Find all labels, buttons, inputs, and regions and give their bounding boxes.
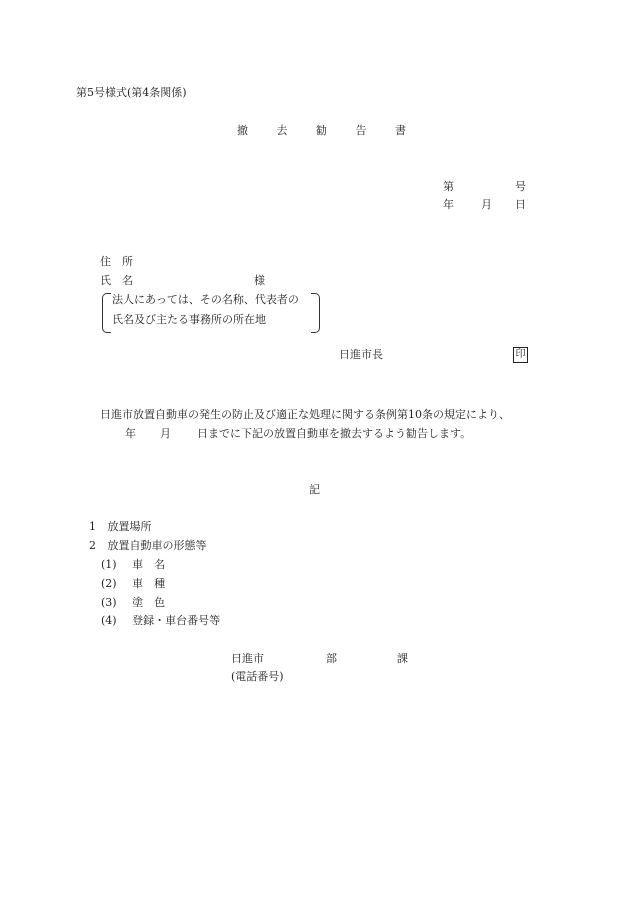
contact-phone: (電話番号) <box>231 670 284 683</box>
item-text: 放置自動車の形態等 <box>107 539 207 552</box>
ref-number-suffix: 号 <box>515 180 526 193</box>
sender-mayor: 日進市長 <box>339 348 383 361</box>
contact-section: 課 <box>397 652 408 665</box>
sub-item <box>101 614 220 628</box>
title-char: 撤 <box>237 124 248 137</box>
title-char: 告 <box>355 124 367 137</box>
honorific: 様 <box>254 274 265 287</box>
seal-stamp: 印 <box>513 347 528 363</box>
sub-item <box>101 596 165 610</box>
list-item <box>89 539 207 553</box>
item-number: 2 <box>89 539 96 552</box>
sub-item-text: 車 名 <box>132 558 166 571</box>
title-char: 去 <box>276 124 288 137</box>
item-text: 放置場所 <box>107 520 152 533</box>
body-line2: 日までに下記の放置自動車を撤去するよう勧告します。 <box>197 427 472 440</box>
name-label: 氏 名 <box>100 274 133 287</box>
corporate-note-line1: 法人にあっては、その名称、代表者の <box>112 293 299 306</box>
sub-item <box>101 577 165 591</box>
notes-heading: 記 <box>309 483 320 496</box>
item-number: 1 <box>89 520 96 533</box>
sub-item-number: (3) <box>101 596 117 609</box>
sub-item-text: 登録・車台番号等 <box>132 614 221 627</box>
sub-item-text: 車 種 <box>132 577 166 590</box>
title-char: 勧 <box>316 124 327 137</box>
sub-item-text: 塗 色 <box>132 596 166 609</box>
body-year: 年 <box>125 427 136 440</box>
sub-item-number: (1) <box>101 558 117 571</box>
ref-month: 月 <box>481 198 492 211</box>
body-month: 月 <box>160 427 171 440</box>
bracket-left <box>102 293 111 333</box>
contact-city: 日進市 <box>231 652 264 665</box>
sub-item-number: (2) <box>101 577 117 590</box>
ref-day: 日 <box>515 198 526 211</box>
contact-dept: 部 <box>326 652 337 665</box>
form-label: 第5号様式(第4条関係) <box>76 86 187 99</box>
ref-number-label: 第 <box>443 180 454 193</box>
ref-year: 年 <box>443 198 454 211</box>
sub-item-number: (4) <box>101 614 117 627</box>
list-item <box>89 520 152 534</box>
document-title <box>237 124 431 138</box>
body-line1: 日進市放置自動車の発生の防止及び適正な処理に関する条例第10条の規定により、 <box>100 408 510 421</box>
address-label: 住 所 <box>100 255 133 268</box>
title-char: 書 <box>395 124 406 137</box>
sub-item <box>101 558 165 572</box>
bracket-right <box>311 293 320 333</box>
corporate-note-line2: 氏名及び主たる事務所の所在地 <box>112 313 266 326</box>
